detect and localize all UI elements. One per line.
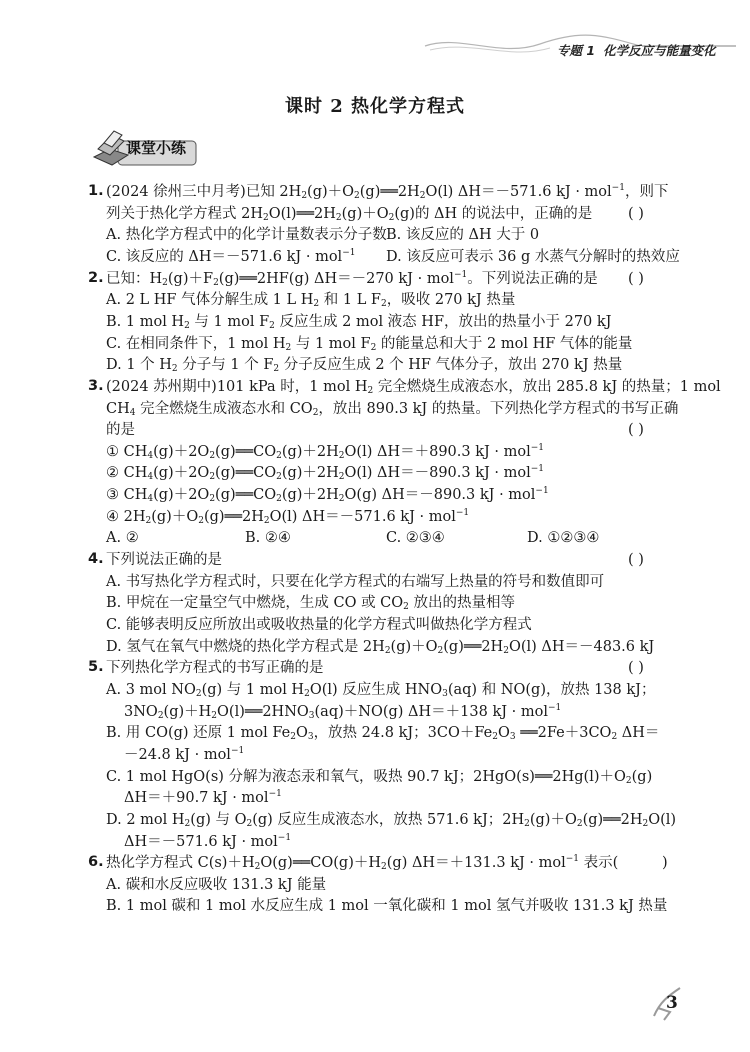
text-run: (g)＋H xyxy=(163,703,212,720)
answer-option: B. ②④ xyxy=(245,530,291,547)
question-number: 2. xyxy=(88,269,104,286)
text-run: 2 xyxy=(254,862,261,873)
text-run: (g)══2H xyxy=(582,811,643,828)
text-run: 2 xyxy=(642,818,649,829)
text-run: 2 xyxy=(273,364,280,375)
text-line xyxy=(106,420,135,440)
text-line xyxy=(124,788,282,808)
text-run: (aq)＋NO(g) ΔH＝＋138 kJ · mol xyxy=(314,703,548,720)
text-run: (g)＋F xyxy=(167,270,214,287)
text-run: 2 xyxy=(312,407,319,418)
text-run: −1 xyxy=(268,789,282,800)
text-line-right-option xyxy=(386,225,539,245)
header-title: 化学反应与能量变化 xyxy=(603,43,716,58)
text-run: (g)══CO xyxy=(215,487,277,504)
text-run: (g)══2H xyxy=(203,508,264,525)
text-run: O(l) ΔH＝－571.6 kJ · mol xyxy=(269,508,456,525)
text-line xyxy=(106,312,612,332)
text-run: (g)＋2H xyxy=(281,465,339,482)
text-run: 与 1 mol F xyxy=(189,313,270,330)
text-run: 2 xyxy=(209,472,216,483)
text-run: 3 xyxy=(442,688,448,699)
text-run: −1 xyxy=(547,702,562,713)
text-run: O xyxy=(295,725,308,742)
text-run: 2 xyxy=(184,320,190,331)
text-run: 2 xyxy=(269,320,275,331)
text-run: −1 xyxy=(455,507,470,518)
text-run: (g) xyxy=(631,768,653,785)
text-run: 2 xyxy=(301,191,308,201)
text-line xyxy=(106,485,549,505)
text-line xyxy=(106,225,387,245)
text-line xyxy=(106,550,222,570)
text-run: (g)＋2H xyxy=(281,487,339,504)
text-run: (g)══2HF(g) ΔH＝－270 kJ · mol xyxy=(218,270,454,287)
text-line xyxy=(106,269,598,289)
text-run: (aq) 和 NO(g)，放热 138 kJ； xyxy=(447,681,656,698)
text-run: ，吸收 270 kJ 热量 xyxy=(386,292,516,309)
text-run: 2 xyxy=(625,775,632,786)
text-run: (g)══CO xyxy=(215,465,277,482)
text-run: 反应生成 2 mol 液态 HF，放出的热量小于 270 kJ xyxy=(274,313,612,330)
answer-bracket[interactable]: ( ) xyxy=(628,205,644,222)
text-run: 表示( xyxy=(579,855,619,872)
text-run: C. 该反应的 ΔH＝－571.6 kJ · mol xyxy=(106,248,343,265)
text-run: (g) 与 O xyxy=(190,811,247,828)
text-line xyxy=(106,334,632,354)
text-run: 2 xyxy=(290,732,296,743)
text-run: −1 xyxy=(530,442,545,453)
text-run: 2 xyxy=(171,364,178,375)
text-run: 热化学方程式 C(s)＋H xyxy=(106,855,255,872)
text-run: A. 热化学方程式中的化学计量数表示分子数 xyxy=(106,227,387,244)
text-line xyxy=(106,723,659,743)
text-run: 2 xyxy=(611,732,618,743)
text-line xyxy=(106,399,678,419)
text-run: O(l) ΔH＝－571.6 kJ · mol xyxy=(425,184,612,200)
text-run: 2 xyxy=(354,191,360,201)
text-run: 完全燃烧生成液态水和 CO xyxy=(135,400,313,417)
text-run: 。下列说法正确的是 xyxy=(467,270,598,287)
text-run: C. 1 mol HgO(s) 分解为液态汞和氧气，吸热 90.7 kJ；2HgO(s)══2Hg(l)＋O xyxy=(106,768,626,785)
text-run: 列关于热化学方程式 2H xyxy=(106,205,263,222)
text-run: C. 在相同条件下，1 mol H xyxy=(106,335,286,352)
text-line xyxy=(106,875,326,895)
text-run: B. 1 mol 碳和 1 mol 水反应生成 1 mol 一氧化碳和 1 mol 氢气并吸收 131.3 kJ 热量 xyxy=(106,898,668,915)
text-run: －24.8 kJ · mol xyxy=(124,746,231,763)
text-run: 2 xyxy=(145,515,152,526)
text-run: O(l) ΔH＝－483.6 kJ xyxy=(508,638,655,655)
text-run: (2024 徐州三中月考)已知 2H xyxy=(106,184,302,200)
text-run: 和 1 L F xyxy=(319,292,381,309)
text-run: −1 xyxy=(530,464,545,475)
text-run: A. 书写热化学方程式时，只要在化学方程式的右端写上热量的符号和数值即可 xyxy=(106,573,605,590)
question-number: 5. xyxy=(88,659,104,676)
text-line xyxy=(106,377,721,397)
text-run: B. 1 mol H xyxy=(106,313,185,330)
text-run: (g)＋O xyxy=(307,184,355,200)
text-run: −1 xyxy=(230,745,245,756)
text-run: −1 xyxy=(611,183,625,193)
text-run: ① CH xyxy=(106,443,148,460)
text-line xyxy=(106,182,668,202)
text-line xyxy=(106,572,604,592)
page-number: 3 xyxy=(666,993,678,1013)
text-run: 4 xyxy=(147,450,154,461)
question-number: 6. xyxy=(88,854,104,871)
text-run: 2 xyxy=(492,732,498,743)
text-run: O xyxy=(497,725,510,742)
text-run: (2024 苏州期中)101 kPa 时，1 mol H xyxy=(106,378,368,395)
question-number: 4. xyxy=(88,551,104,568)
text-run: ③ CH xyxy=(106,487,148,504)
text-line xyxy=(106,290,515,310)
text-run: 2 xyxy=(370,342,377,353)
text-run: CH xyxy=(106,400,130,417)
text-run: ══2Fe＋3CO xyxy=(515,725,612,742)
text-run: 2 xyxy=(262,212,269,223)
text-line xyxy=(106,637,654,657)
text-run: 2 xyxy=(367,385,374,396)
text-run: 分子反应生成 2 个 HF 气体分子，放出 270 kJ 热量 xyxy=(279,357,623,374)
text-run: 2 xyxy=(162,277,168,288)
text-run: 2 xyxy=(184,818,191,829)
answer-bracket-close[interactable]: ) xyxy=(662,855,668,872)
text-run: 2 xyxy=(313,299,320,310)
text-run: 下列说法正确的是 xyxy=(106,552,222,569)
text-run: ④ 2H xyxy=(106,508,146,525)
text-run: ，放出 890.3 kJ 的热量。下列热化学方程式的书写正确 xyxy=(318,400,679,417)
text-run: 2 xyxy=(209,494,216,505)
text-run: 2 xyxy=(576,818,583,829)
text-run: −1 xyxy=(277,832,292,843)
text-line xyxy=(124,832,291,852)
text-run: 2 xyxy=(213,277,219,288)
text-run: 2 xyxy=(335,212,342,223)
text-run: ΔH＝＋90.7 kJ · mol xyxy=(124,790,269,807)
text-line xyxy=(106,658,324,678)
answer-option: C. ②③④ xyxy=(386,530,445,547)
text-run: ΔH＝ xyxy=(617,725,660,742)
text-run: B. 甲烷在一定量空气中燃烧，生成 CO 或 CO xyxy=(106,595,404,612)
text-run: (g)══2H xyxy=(359,184,420,200)
text-run: (g) 反应生成液态水，放热 571.6 kJ；2H xyxy=(252,811,525,828)
text-line xyxy=(106,247,355,267)
text-run: −1 xyxy=(535,486,549,497)
text-run: (g)＋O xyxy=(529,811,577,828)
text-run: (g)＋2O xyxy=(153,487,210,504)
text-line xyxy=(106,442,544,462)
text-run: 2 xyxy=(437,645,444,656)
text-run: 的能量总和大于 2 mol HF 气体的能量 xyxy=(376,335,633,352)
text-run: 2 xyxy=(338,472,345,483)
text-run: 2 xyxy=(338,450,345,461)
text-line xyxy=(106,593,515,613)
text-run: 2 xyxy=(384,645,391,656)
text-line xyxy=(106,615,532,635)
text-run: −1 xyxy=(453,269,468,280)
text-run: 4 xyxy=(129,407,136,418)
text-run: 2 xyxy=(198,515,204,526)
text-run: 2 xyxy=(381,299,387,310)
text-run: 4 xyxy=(147,472,154,483)
text-run: O(l)══2HNO xyxy=(217,703,309,720)
text-run: 2 xyxy=(209,450,216,461)
text-run: C. 能够表明反应所放出或吸收热量的化学方程式叫做热化学方程式 xyxy=(106,617,532,633)
text-run: −1 xyxy=(342,247,356,258)
text-run: 2 xyxy=(524,818,530,829)
text-run: 2 xyxy=(503,645,509,656)
text-run: 的是 xyxy=(106,422,135,439)
text-run: 2 xyxy=(276,494,282,505)
text-line xyxy=(106,463,544,483)
question-number: 3. xyxy=(88,377,104,394)
text-run: O(g) ΔH＝－890.3 kJ · mol xyxy=(344,487,536,504)
answer-bracket[interactable]: ( ) xyxy=(628,422,644,439)
text-run: 2 xyxy=(211,710,218,721)
text-line xyxy=(106,810,676,830)
text-run: 下列热化学方程式的书写正确的是 xyxy=(106,660,324,677)
text-run: O(l) ΔH＝＋890.3 kJ · mol xyxy=(344,443,531,460)
text-run: D. 2 mol H xyxy=(106,811,185,828)
text-run: O(l) 反应生成 HNO xyxy=(309,681,443,698)
text-run: 2 xyxy=(419,191,426,201)
text-run: B. 用 CO(g) 还原 1 mol Fe xyxy=(106,725,291,742)
text-run: 与 1 mol F xyxy=(291,335,371,352)
text-line xyxy=(124,745,244,765)
text-run: 3 xyxy=(509,732,516,743)
text-run: O(l) xyxy=(648,811,677,828)
text-run: 4 xyxy=(147,494,154,505)
text-run: ② CH xyxy=(106,465,148,482)
text-run: ，放热 24.8 kJ；3CO＋Fe xyxy=(313,725,493,742)
text-run: 2 xyxy=(246,818,253,829)
text-run: A. 3 mol NO xyxy=(106,681,196,698)
answer-bracket[interactable]: ( ) xyxy=(628,270,644,287)
text-line xyxy=(106,355,622,375)
text-run: (g)＋2O xyxy=(153,465,210,482)
text-run: (g)＋2O xyxy=(153,443,210,460)
text-line xyxy=(106,767,652,787)
text-run: O(l) ΔH＝－890.3 kJ · mol xyxy=(344,465,531,482)
text-run: (g)＋O xyxy=(390,638,438,655)
text-run: D. 该反应可表示 36 g 水蒸气分解时的热效应 xyxy=(386,248,680,265)
text-run: 已知：H xyxy=(106,270,163,287)
question-number: 1. xyxy=(88,183,104,199)
text-run: (g) ΔH＝＋131.3 kJ · mol xyxy=(386,855,566,872)
text-run: (g)＋O xyxy=(151,508,199,525)
text-run: −1 xyxy=(565,854,580,865)
text-run: 2 xyxy=(304,688,310,699)
text-run: B. 该反应的 ΔH 大于 0 xyxy=(386,227,540,244)
text-run: 完全燃烧生成液态水，放出 285.8 kJ 的热量；1 mol xyxy=(373,378,721,395)
text-run: ΔH＝－571.6 kJ · mol xyxy=(124,833,278,850)
answer-bracket[interactable]: ( ) xyxy=(628,552,644,569)
text-run: 分子与 1 个 F xyxy=(177,357,274,374)
answer-bracket[interactable]: ( ) xyxy=(628,660,644,677)
text-line-right-option xyxy=(386,247,680,267)
text-run: (g)＋O xyxy=(341,205,389,222)
text-run: (g)＋2H xyxy=(281,443,339,460)
text-run: 2 xyxy=(388,212,395,223)
text-line xyxy=(106,853,618,873)
text-run: 2 xyxy=(157,710,164,721)
text-run: 3 xyxy=(307,732,314,743)
section-badge-label: 课堂小练 xyxy=(126,139,187,157)
text-run: O(g)══CO(g)＋H xyxy=(260,855,382,872)
answer-option: D. ①②③④ xyxy=(527,530,600,547)
text-run: 3 xyxy=(308,710,315,721)
text-run: D. 1 个 H xyxy=(106,357,172,374)
text-run: D. 氢气在氧气中燃烧的热化学方程式是 2H xyxy=(106,638,385,655)
text-run: (g)══CO xyxy=(215,443,277,460)
text-run: 2 xyxy=(381,862,387,873)
text-run: (g) 与 1 mol H xyxy=(201,681,305,698)
text-run: 放出的热量相等 xyxy=(408,595,516,612)
text-run: 2 xyxy=(338,494,345,505)
running-header xyxy=(557,41,724,59)
text-run: O(l)══2H xyxy=(268,205,336,222)
text-line xyxy=(106,680,655,700)
text-run: 2 xyxy=(195,688,202,699)
answer-option: A. ② xyxy=(106,530,139,547)
text-line xyxy=(106,896,667,916)
text-run: 2 xyxy=(276,450,282,461)
text-line xyxy=(106,204,592,224)
text-run: 2 xyxy=(403,602,409,613)
text-run: 3NO xyxy=(124,703,158,720)
text-run: ，则下 xyxy=(624,184,669,200)
text-run: 2 xyxy=(276,472,282,483)
header-topic: 专题 1 xyxy=(557,43,596,58)
text-run: A. 碳和水反应吸收 131.3 kJ 能量 xyxy=(106,876,327,893)
lesson-title: 课时 2 热化学方程式 xyxy=(284,96,466,117)
text-run: (g)的 ΔH 的说法中，正确的是 xyxy=(394,205,593,222)
text-run: 2 xyxy=(263,515,270,526)
text-line xyxy=(124,702,561,722)
text-line xyxy=(106,507,469,527)
text-run: 2 xyxy=(285,342,292,353)
text-run: A. 2 L HF 气体分解生成 1 L H xyxy=(106,292,314,309)
text-run: (g)══2H xyxy=(443,638,504,655)
